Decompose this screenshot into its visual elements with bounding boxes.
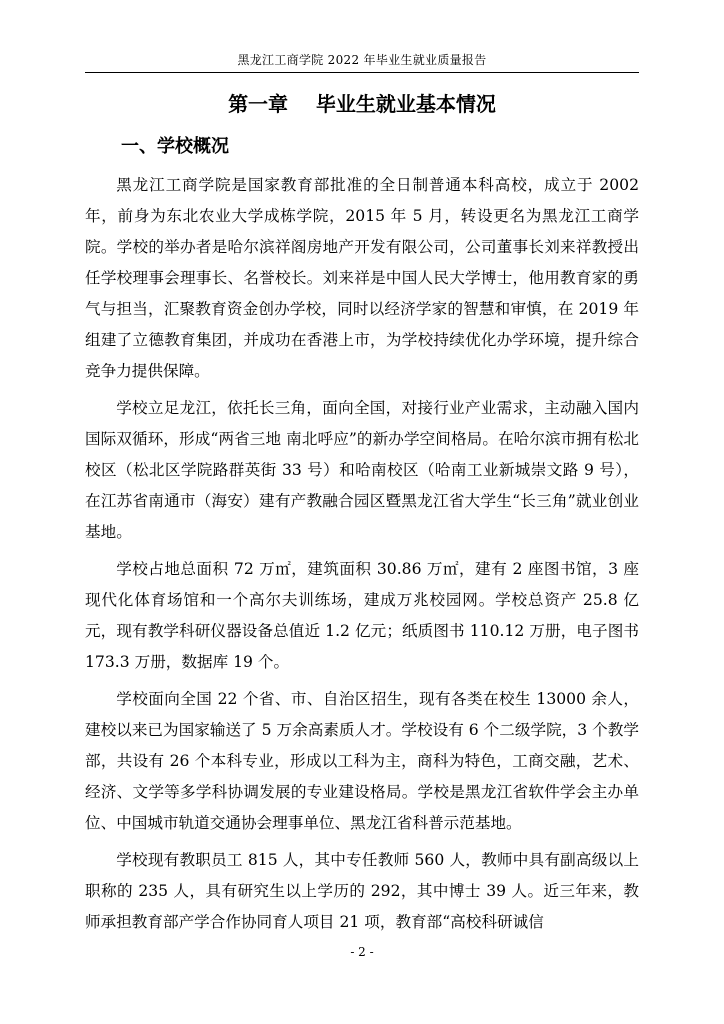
section-title: 一、学校概况 [121, 136, 229, 157]
page-header [85, 50, 639, 73]
page-number: - 2 - [350, 945, 374, 959]
header-text: 黑龙江工商学院 2022 年毕业生就业质量报告 [237, 53, 487, 67]
paragraph-enrollment: 学校面向全国 22 个省、市、自治区招生，现有各类在校生 13000 余人，建校以来已为国家输送了 5 万余高素质人才。学校设有 6 个二级学院，3 个教学部，共设有 26 个本科专业，形成以工科为主，商科为特色，工商交融，艺术、经济、文学等多学科协调发展的专业建设格局。学校是黑龙江省软件学会主办单位、中国城市轨道交通协会理事单位、黑龙江省科普示范基地。 [85, 690, 639, 832]
chapter-title: 第一章 毕业生就业基本情况 [228, 92, 496, 116]
paragraph-campus-layout: 学校立足龙江，依托长三角，面向全国，对接行业产业需求，主动融入国内国际双循环，形成“两省三地 南北呼应”的新办学空间格局。在哈尔滨市拥有松北校区（松北区学院路群英街 33 号）和哈南校区（哈南工业新城崇文路 9 号），在江苏省南通市（海安）建有产教融合园区暨黑龙江省大学生“长三角”就业创业基地。 [85, 399, 639, 541]
body-text [85, 170, 639, 944]
paragraph-facilities: 学校占地总面积 72 万㎡，建筑面积 30.86 万㎡，建有 2 座图书馆，3 座现代化体育场馆和一个高尔夫训练场，建成万兆校园网。学校总资产 25.8 亿元，现有教学科研仪器设备总值近 1.2 亿元；纸质图书 110.12 万册，电子图书 173.3 万册，数据库 19 个。 [85, 560, 639, 671]
paragraph-school-overview: 黑龙江工商学院是国家教育部批准的全日制普通本科高校，成立于 2002 年，前身为东北农业大学成栋学院，2015 年 5 月，转设更名为黑龙江工商学院。学校的举办者是哈尔滨祥阁房地产开发有限公司，公司董事长刘来祥教授出任学校理事会理事长、名誉校长。刘来祥是中国人民大学博士，他用教育家的勇气与担当，汇聚教育资金创办学校，同时以经济学家的智慧和审慎，在 2019 年组建了立德教育集团，并成功在香港上市，为学校持续优化办学环境，提升综合竞争力提供保障。 [85, 176, 639, 380]
paragraph-faculty: 学校现有教职员工 815 人，其中专任教师 560 人，教师中具有副高级以上职称的 235 人，具有研究生以上学历的 292，其中博士 39 人。近三年来，教师承担教育部产学合作协同育人项目 21 项，教育部“高校科研诚信 [85, 851, 639, 931]
